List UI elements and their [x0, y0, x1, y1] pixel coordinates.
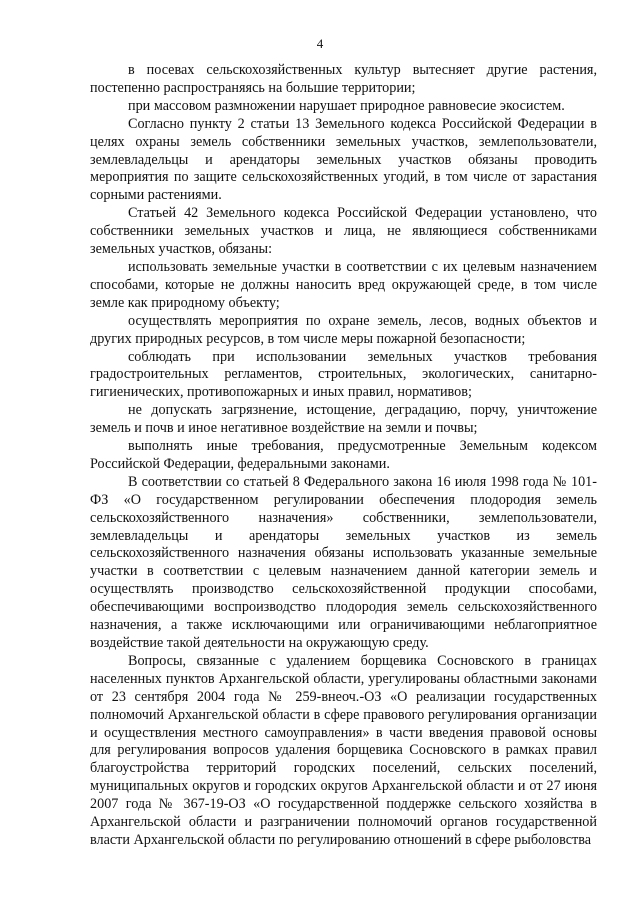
paragraph-6: осуществлять мероприятия по охране земель, лесов, водных объектов и других природных ресурсов, в том числе меры пожарной безопасности;: [90, 312, 597, 347]
document-body: [90, 62, 597, 850]
paragraph-11: Вопросы, связанные с удалением борщевика Сосновского в границах населенных пунктов Архангельской области, урегулированы областными законами от 23 сентября 2004 года № 259-внеоч.-ОЗ «О реализации государственных полномочий Архангельской области в сфере правового регулирования организации и осуществления местного самоуправления» в части введения правовой основы для регулирования вопросов удаления борщевика Сосновского в рамках правил благоустройства территорий городских поселений, сельских поселений, муниципальных округов и городских округов Архангельской области и от 27 июня 2007 года № 367-19-ОЗ «О государственной поддержке сельского хозяйства в Архангельской области и разграничении полномочий органов государственной власти Архангельской области по регулированию отношений в сфере рыболовства: [90, 652, 597, 848]
paragraph-3: Согласно пункту 2 статьи 13 Земельного кодекса Российской Федерации в целях охраны земель собственники земельных участков, землепользователи, землевладельцы и арендаторы земельных участков обязаны проводить мероприятия по защите сельскохозяйственных угодий, в том числе от зарастания сорными растениями.: [90, 115, 597, 204]
paragraph-7: соблюдать при использовании земельных участков требования градостроительных регламентов, строительных, экологических, санитарно-гигиенических, противопожарных и иных правил, нормативов;: [90, 348, 597, 401]
paragraph-1: в посевах сельскохозяйственных культур вытесняет другие растения, постепенно распространяясь на большие территории;: [90, 62, 597, 96]
paragraph-9: выполнять иные требования, предусмотренные Земельным кодексом Российской Федерации, федеральными законами.: [90, 438, 597, 472]
page-number: 4: [316, 36, 324, 51]
paragraph-10: В соответствии со статьей 8 Федерального закона 16 июля 1998 года № 101-ФЗ «О государственном регулировании обеспечения плодородия земель сельскохозяйственного назначения» собственники, землепользователи, землевладельцы и арендаторы земельных участков из земель сельскохозяйственного назначения обязаны использовать указанные земельные участки в соответствии с целевым назначением данной категории земель и осуществлять производство сельскохозяйственной продукции способами, обеспечивающими воспроизводство плодородия земель сельскохозяйственного назначения, а также исключающими или ограничивающими неблагоприятное воздействие такой деятельности на окружающую среду.: [90, 473, 597, 651]
paragraph-8: не допускать загрязнение, истощение, деградацию, порчу, уничтожение земель и почв и иное негативное воздействие на земли и почвы;: [90, 402, 597, 437]
paragraph-4: Статьей 42 Земельного кодекса Российской Федерации установлено, что собственники земельных участков и лица, не являющиеся собственниками земельных участков, обязаны:: [90, 205, 597, 258]
paragraph-5: использовать земельные участки в соответствии с их целевым назначением способами, которые не должны наносить вред окружающей среде, в том числе земле как природному объекту;: [90, 258, 597, 311]
paragraph-2: при массовом размножении нарушает природное равновесие экосистем.: [128, 97, 565, 114]
